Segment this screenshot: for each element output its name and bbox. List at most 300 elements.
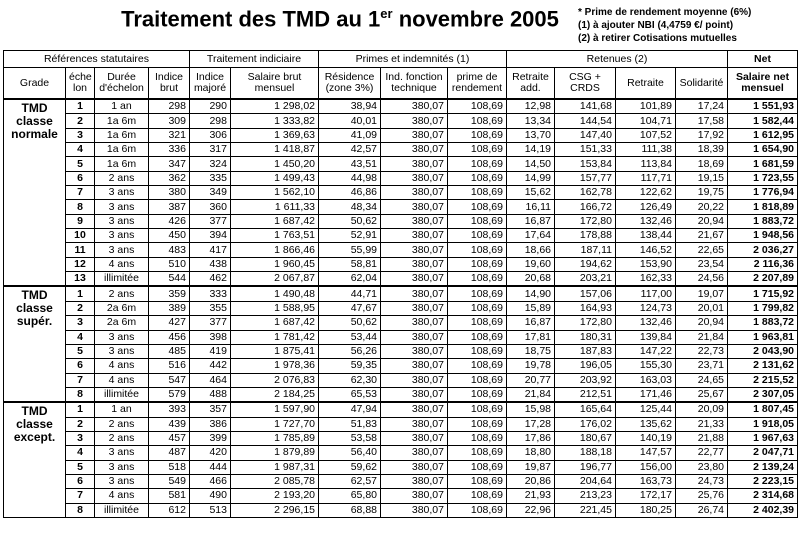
table-row <box>4 489 798 503</box>
cell-net-mensuel: 1 967,63 <box>728 431 798 445</box>
page-title: Traitement des TMD au 1er novembre 2005 <box>121 6 559 32</box>
group-ref: Références statutaires <box>4 51 190 68</box>
cell-echelon: 11 <box>66 243 95 257</box>
cell-prime: 108,69 <box>448 489 507 503</box>
cell-csg-crds: 180,31 <box>555 330 616 344</box>
cell-indice-brut: 439 <box>149 417 190 431</box>
cell-indice-brut: 487 <box>149 446 190 460</box>
col-solidarite: Solidarité <box>676 68 728 100</box>
table-row <box>4 373 798 387</box>
cell-salaire-brut: 1 450,20 <box>231 157 319 171</box>
cell-echelon: 1 <box>66 99 95 114</box>
cell-solidarite: 18,69 <box>676 157 728 171</box>
table-row <box>4 402 798 417</box>
cell-duree: 4 ans <box>95 489 149 503</box>
cell-echelon: 3 <box>66 316 95 330</box>
cell-net-mensuel: 1 723,55 <box>728 171 798 185</box>
table-row <box>4 157 798 171</box>
cell-duree: 2 ans <box>95 286 149 301</box>
cell-duree: 3 ans <box>95 344 149 358</box>
cell-indice-majore: 420 <box>190 446 231 460</box>
cell-indice-majore: 324 <box>190 157 231 171</box>
cell-duree: 3 ans <box>95 446 149 460</box>
cell-duree: 3 ans <box>95 186 149 200</box>
cell-duree: 3 ans <box>95 330 149 344</box>
cell-salaire-brut: 1 499,43 <box>231 171 319 185</box>
cell-indice-brut: 510 <box>149 257 190 271</box>
cell-salaire-brut: 1 588,95 <box>231 301 319 315</box>
cell-duree: 2 ans <box>95 431 149 445</box>
cell-duree: 3 ans <box>95 243 149 257</box>
group-header-row <box>4 51 798 68</box>
cell-retraite: 117,00 <box>616 286 676 301</box>
cell-indice-majore: 355 <box>190 301 231 315</box>
cell-retraite: 162,33 <box>616 272 676 287</box>
cell-indice-majore: 444 <box>190 460 231 474</box>
cell-indice-majore: 377 <box>190 214 231 228</box>
cell-residence: 47,94 <box>319 402 381 417</box>
cell-salaire-brut: 2 193,20 <box>231 489 319 503</box>
cell-duree: 4 ans <box>95 359 149 373</box>
cell-indice-brut: 450 <box>149 229 190 243</box>
cell-solidarite: 24,73 <box>676 474 728 488</box>
cell-salaire-brut: 1 298,02 <box>231 99 319 114</box>
cell-residence: 38,94 <box>319 99 381 114</box>
grade-cell <box>4 402 66 517</box>
table-row <box>4 387 798 402</box>
cell-solidarite: 21,88 <box>676 431 728 445</box>
cell-indice-brut: 485 <box>149 344 190 358</box>
cell-indice-majore: 462 <box>190 272 231 287</box>
cell-net-mensuel: 1 551,93 <box>728 99 798 114</box>
cell-indice-brut: 483 <box>149 243 190 257</box>
cell-retraite: 124,73 <box>616 301 676 315</box>
group-retenues: Retenues (2) <box>507 51 728 68</box>
table-row <box>4 200 798 214</box>
cell-ind-fonction: 380,07 <box>381 344 448 358</box>
cell-salaire-brut: 1 866,46 <box>231 243 319 257</box>
cell-indice-majore: 298 <box>190 114 231 128</box>
cell-ind-fonction: 380,07 <box>381 143 448 157</box>
cell-prime: 108,69 <box>448 446 507 460</box>
cell-salaire-brut: 1 490,48 <box>231 286 319 301</box>
table-row <box>4 286 798 301</box>
cell-csg-crds: 196,77 <box>555 460 616 474</box>
cell-ind-fonction: 380,07 <box>381 214 448 228</box>
cell-indice-brut: 457 <box>149 431 190 445</box>
cell-net-mensuel: 1 776,94 <box>728 186 798 200</box>
cell-duree: 2a 6m <box>95 301 149 315</box>
cell-salaire-brut: 2 085,78 <box>231 474 319 488</box>
table-row <box>4 257 798 271</box>
cell-csg-crds: 157,06 <box>555 286 616 301</box>
cell-retraite-add: 14,99 <box>507 171 555 185</box>
cell-prime: 108,69 <box>448 387 507 402</box>
cell-retraite: 111,38 <box>616 143 676 157</box>
cell-indice-brut: 426 <box>149 214 190 228</box>
cell-retraite: 172,17 <box>616 489 676 503</box>
cell-prime: 108,69 <box>448 243 507 257</box>
cell-retraite-add: 20,68 <box>507 272 555 287</box>
cell-prime: 108,69 <box>448 330 507 344</box>
cell-prime: 108,69 <box>448 417 507 431</box>
cell-retraite-add: 16,87 <box>507 316 555 330</box>
cell-net-mensuel: 2 402,39 <box>728 503 798 517</box>
col-retraite: Retraite <box>616 68 676 100</box>
cell-retraite: 125,44 <box>616 402 676 417</box>
cell-csg-crds: 180,67 <box>555 431 616 445</box>
cell-indice-majore: 317 <box>190 143 231 157</box>
cell-retraite-add: 13,34 <box>507 114 555 128</box>
cell-duree: 2 ans <box>95 171 149 185</box>
cell-indice-brut: 427 <box>149 316 190 330</box>
cell-solidarite: 22,65 <box>676 243 728 257</box>
cell-ind-fonction: 380,07 <box>381 186 448 200</box>
cell-csg-crds: 164,93 <box>555 301 616 315</box>
col-net: Salaire net mensuel <box>728 68 798 100</box>
cell-salaire-brut: 1 960,45 <box>231 257 319 271</box>
cell-solidarite: 26,74 <box>676 503 728 517</box>
cell-solidarite: 20,94 <box>676 316 728 330</box>
cell-duree: 4 ans <box>95 257 149 271</box>
cell-echelon: 4 <box>66 330 95 344</box>
cell-net-mensuel: 2 215,52 <box>728 373 798 387</box>
cell-retraite: 126,49 <box>616 200 676 214</box>
cell-net-mensuel: 1 883,72 <box>728 214 798 228</box>
col-indice-brut: Indice brut <box>149 68 190 100</box>
cell-residence: 53,58 <box>319 431 381 445</box>
cell-residence: 43,51 <box>319 157 381 171</box>
cell-indice-majore: 398 <box>190 330 231 344</box>
cell-csg-crds: 165,64 <box>555 402 616 417</box>
cell-residence: 53,44 <box>319 330 381 344</box>
cell-solidarite: 24,65 <box>676 373 728 387</box>
col-prime: prime de rendement <box>448 68 507 100</box>
cell-solidarite: 23,54 <box>676 257 728 271</box>
cell-duree: 1 an <box>95 99 149 114</box>
cell-retraite: 132,46 <box>616 316 676 330</box>
cell-prime: 108,69 <box>448 229 507 243</box>
cell-csg-crds: 153,84 <box>555 157 616 171</box>
cell-indice-brut: 347 <box>149 157 190 171</box>
cell-net-mensuel: 2 116,36 <box>728 257 798 271</box>
cell-residence: 62,57 <box>319 474 381 488</box>
cell-csg-crds: 144,54 <box>555 114 616 128</box>
cell-csg-crds: 187,11 <box>555 243 616 257</box>
cell-solidarite: 21,84 <box>676 330 728 344</box>
note-nbi: (1) à ajouter NBI (4,4759 €/ point) <box>578 20 734 31</box>
cell-csg-crds: 187,83 <box>555 344 616 358</box>
cell-echelon: 2 <box>66 114 95 128</box>
col-duree: Durée d'échelon <box>95 68 149 100</box>
table-row <box>4 316 798 330</box>
cell-retraite: 104,71 <box>616 114 676 128</box>
cell-csg-crds: 172,80 <box>555 316 616 330</box>
cell-retraite-add: 13,70 <box>507 128 555 142</box>
cell-retraite: 163,73 <box>616 474 676 488</box>
cell-residence: 65,80 <box>319 489 381 503</box>
cell-csg-crds: 221,45 <box>555 503 616 517</box>
cell-prime: 108,69 <box>448 257 507 271</box>
table-body <box>4 99 798 517</box>
cell-prime: 108,69 <box>448 272 507 287</box>
cell-indice-majore: 386 <box>190 417 231 431</box>
cell-retraite: 156,00 <box>616 460 676 474</box>
cell-salaire-brut: 2 076,83 <box>231 373 319 387</box>
cell-echelon: 7 <box>66 186 95 200</box>
cell-solidarite: 17,58 <box>676 114 728 128</box>
cell-retraite: 140,19 <box>616 431 676 445</box>
col-retraite-add: Retraite add. <box>507 68 555 100</box>
cell-net-mensuel: 1 715,92 <box>728 286 798 301</box>
cell-residence: 56,40 <box>319 446 381 460</box>
cell-duree: 3 ans <box>95 200 149 214</box>
cell-retraite-add: 15,89 <box>507 301 555 315</box>
cell-prime: 108,69 <box>448 171 507 185</box>
cell-prime: 108,69 <box>448 474 507 488</box>
cell-prime: 108,69 <box>448 157 507 171</box>
cell-csg-crds: 166,72 <box>555 200 616 214</box>
cell-csg-crds: 194,62 <box>555 257 616 271</box>
cell-ind-fonction: 380,07 <box>381 229 448 243</box>
cell-ind-fonction: 380,07 <box>381 431 448 445</box>
cell-indice-brut: 544 <box>149 272 190 287</box>
cell-csg-crds: 141,68 <box>555 99 616 114</box>
table-row <box>4 431 798 445</box>
cell-indice-majore: 290 <box>190 99 231 114</box>
grade-label: except. <box>13 430 56 445</box>
cell-solidarite: 25,76 <box>676 489 728 503</box>
table-row <box>4 417 798 431</box>
cell-ind-fonction: 380,07 <box>381 99 448 114</box>
cell-ind-fonction: 380,07 <box>381 460 448 474</box>
grade-label: TMD <box>21 288 48 303</box>
cell-ind-fonction: 380,07 <box>381 316 448 330</box>
cell-ind-fonction: 380,07 <box>381 257 448 271</box>
cell-retraite-add: 15,62 <box>507 186 555 200</box>
cell-echelon: 6 <box>66 171 95 185</box>
cell-retraite: 135,62 <box>616 417 676 431</box>
cell-net-mensuel: 1 612,95 <box>728 128 798 142</box>
cell-net-mensuel: 1 582,44 <box>728 114 798 128</box>
cell-residence: 42,57 <box>319 143 381 157</box>
cell-echelon: 8 <box>66 503 95 517</box>
cell-solidarite: 17,24 <box>676 99 728 114</box>
cell-echelon: 7 <box>66 373 95 387</box>
cell-salaire-brut: 1 978,36 <box>231 359 319 373</box>
table-row <box>4 344 798 358</box>
cell-solidarite: 17,92 <box>676 128 728 142</box>
cell-indice-brut: 581 <box>149 489 190 503</box>
cell-indice-brut: 547 <box>149 373 190 387</box>
cell-solidarite: 19,15 <box>676 171 728 185</box>
cell-indice-majore: 399 <box>190 431 231 445</box>
cell-prime: 108,69 <box>448 214 507 228</box>
cell-indice-majore: 394 <box>190 229 231 243</box>
cell-csg-crds: 213,23 <box>555 489 616 503</box>
cell-echelon: 2 <box>66 301 95 315</box>
table-row <box>4 128 798 142</box>
cell-net-mensuel: 2 223,15 <box>728 474 798 488</box>
cell-retraite: 180,25 <box>616 503 676 517</box>
cell-ind-fonction: 380,07 <box>381 330 448 344</box>
cell-duree: illimitée <box>95 387 149 402</box>
cell-residence: 55,99 <box>319 243 381 257</box>
cell-residence: 50,62 <box>319 214 381 228</box>
cell-indice-majore: 442 <box>190 359 231 373</box>
cell-indice-majore: 438 <box>190 257 231 271</box>
cell-salaire-brut: 1 597,90 <box>231 402 319 417</box>
note-prime: * Prime de rendement moyenne (6%) <box>578 7 752 18</box>
cell-indice-majore: 357 <box>190 402 231 417</box>
table-row <box>4 301 798 315</box>
table-row <box>4 229 798 243</box>
cell-ind-fonction: 380,07 <box>381 200 448 214</box>
cell-retraite-add: 17,81 <box>507 330 555 344</box>
cell-prime: 108,69 <box>448 402 507 417</box>
cell-echelon: 10 <box>66 229 95 243</box>
grade-label: TMD <box>21 101 48 115</box>
grade-label: classe <box>16 114 53 128</box>
cell-indice-brut: 362 <box>149 171 190 185</box>
cell-residence: 41,09 <box>319 128 381 142</box>
cell-indice-brut: 549 <box>149 474 190 488</box>
cell-indice-majore: 306 <box>190 128 231 142</box>
note-mutuelles: (2) à retirer Cotisations mutuelles <box>578 33 737 44</box>
group-net: Net <box>728 51 798 68</box>
cell-solidarite: 25,67 <box>676 387 728 402</box>
cell-echelon: 4 <box>66 446 95 460</box>
cell-salaire-brut: 1 781,42 <box>231 330 319 344</box>
cell-retraite-add: 18,75 <box>507 344 555 358</box>
cell-salaire-brut: 1 687,42 <box>231 214 319 228</box>
cell-echelon: 5 <box>66 344 95 358</box>
cell-echelon: 8 <box>66 387 95 402</box>
cell-retraite-add: 14,90 <box>507 286 555 301</box>
table-row <box>4 460 798 474</box>
cell-salaire-brut: 1 687,42 <box>231 316 319 330</box>
cell-salaire-brut: 1 987,31 <box>231 460 319 474</box>
cell-solidarite: 22,77 <box>676 446 728 460</box>
cell-indice-majore: 417 <box>190 243 231 257</box>
table-row <box>4 114 798 128</box>
cell-net-mensuel: 1 963,81 <box>728 330 798 344</box>
cell-indice-brut: 321 <box>149 128 190 142</box>
cell-indice-majore: 419 <box>190 344 231 358</box>
cell-indice-majore: 360 <box>190 200 231 214</box>
cell-prime: 108,69 <box>448 186 507 200</box>
cell-prime: 108,69 <box>448 460 507 474</box>
cell-residence: 56,26 <box>319 344 381 358</box>
cell-ind-fonction: 380,07 <box>381 301 448 315</box>
cell-residence: 44,98 <box>319 171 381 185</box>
cell-solidarite: 19,07 <box>676 286 728 301</box>
cell-duree: 3 ans <box>95 229 149 243</box>
cell-ind-fonction: 380,07 <box>381 446 448 460</box>
cell-solidarite: 20,22 <box>676 200 728 214</box>
cell-solidarite: 20,09 <box>676 402 728 417</box>
table-row <box>4 214 798 228</box>
cell-solidarite: 20,01 <box>676 301 728 315</box>
cell-prime: 108,69 <box>448 316 507 330</box>
cell-net-mensuel: 2 043,90 <box>728 344 798 358</box>
cell-prime: 108,69 <box>448 99 507 114</box>
cell-residence: 48,34 <box>319 200 381 214</box>
cell-retraite-add: 15,98 <box>507 402 555 417</box>
cell-residence: 51,83 <box>319 417 381 431</box>
cell-duree: 3 ans <box>95 214 149 228</box>
cell-retraite-add: 17,28 <box>507 417 555 431</box>
cell-duree: illimitée <box>95 272 149 287</box>
grade-cell <box>4 286 66 402</box>
cell-retraite: 146,52 <box>616 243 676 257</box>
table-row <box>4 186 798 200</box>
cell-net-mensuel: 2 047,71 <box>728 446 798 460</box>
cell-retraite-add: 17,64 <box>507 229 555 243</box>
cell-salaire-brut: 2 184,25 <box>231 387 319 402</box>
cell-indice-brut: 389 <box>149 301 190 315</box>
cell-echelon: 13 <box>66 272 95 287</box>
cell-indice-brut: 359 <box>149 286 190 301</box>
cell-residence: 47,67 <box>319 301 381 315</box>
cell-prime: 108,69 <box>448 200 507 214</box>
cell-residence: 65,53 <box>319 387 381 402</box>
cell-indice-brut: 387 <box>149 200 190 214</box>
cell-residence: 62,30 <box>319 373 381 387</box>
cell-indice-majore: 335 <box>190 171 231 185</box>
cell-echelon: 12 <box>66 257 95 271</box>
table-row <box>4 446 798 460</box>
cell-indice-brut: 336 <box>149 143 190 157</box>
grade-label: supér. <box>16 314 53 329</box>
cell-ind-fonction: 380,07 <box>381 286 448 301</box>
cell-csg-crds: 147,40 <box>555 128 616 142</box>
cell-retraite: 113,84 <box>616 157 676 171</box>
cell-retraite-add: 16,11 <box>507 200 555 214</box>
cell-net-mensuel: 1 681,59 <box>728 157 798 171</box>
col-echelon: éche lon <box>66 68 95 100</box>
table-row <box>4 272 798 287</box>
col-residence: Résidence (zone 3%) <box>319 68 381 100</box>
cell-ind-fonction: 380,07 <box>381 417 448 431</box>
cell-salaire-brut: 1 611,33 <box>231 200 319 214</box>
cell-residence: 52,91 <box>319 229 381 243</box>
cell-csg-crds: 203,21 <box>555 272 616 287</box>
cell-retraite-add: 14,50 <box>507 157 555 171</box>
cell-retraite-add: 18,66 <box>507 243 555 257</box>
cell-ind-fonction: 380,07 <box>381 373 448 387</box>
cell-echelon: 9 <box>66 214 95 228</box>
table-row <box>4 99 798 114</box>
cell-net-mensuel: 2 207,89 <box>728 272 798 287</box>
cell-salaire-brut: 1 369,63 <box>231 128 319 142</box>
grade-label: TMD <box>21 404 48 419</box>
cell-echelon: 8 <box>66 200 95 214</box>
cell-net-mensuel: 2 314,68 <box>728 489 798 503</box>
cell-retraite: 122,62 <box>616 186 676 200</box>
cell-prime: 108,69 <box>448 301 507 315</box>
cell-solidarite: 22,73 <box>676 344 728 358</box>
cell-duree: illimitée <box>95 503 149 517</box>
cell-retraite: 138,44 <box>616 229 676 243</box>
cell-net-mensuel: 2 131,62 <box>728 359 798 373</box>
cell-retraite-add: 21,84 <box>507 387 555 402</box>
cell-solidarite: 21,67 <box>676 229 728 243</box>
cell-retraite-add: 19,60 <box>507 257 555 271</box>
cell-net-mensuel: 2 036,27 <box>728 243 798 257</box>
grade-label: normale <box>11 127 58 141</box>
cell-ind-fonction: 380,07 <box>381 114 448 128</box>
